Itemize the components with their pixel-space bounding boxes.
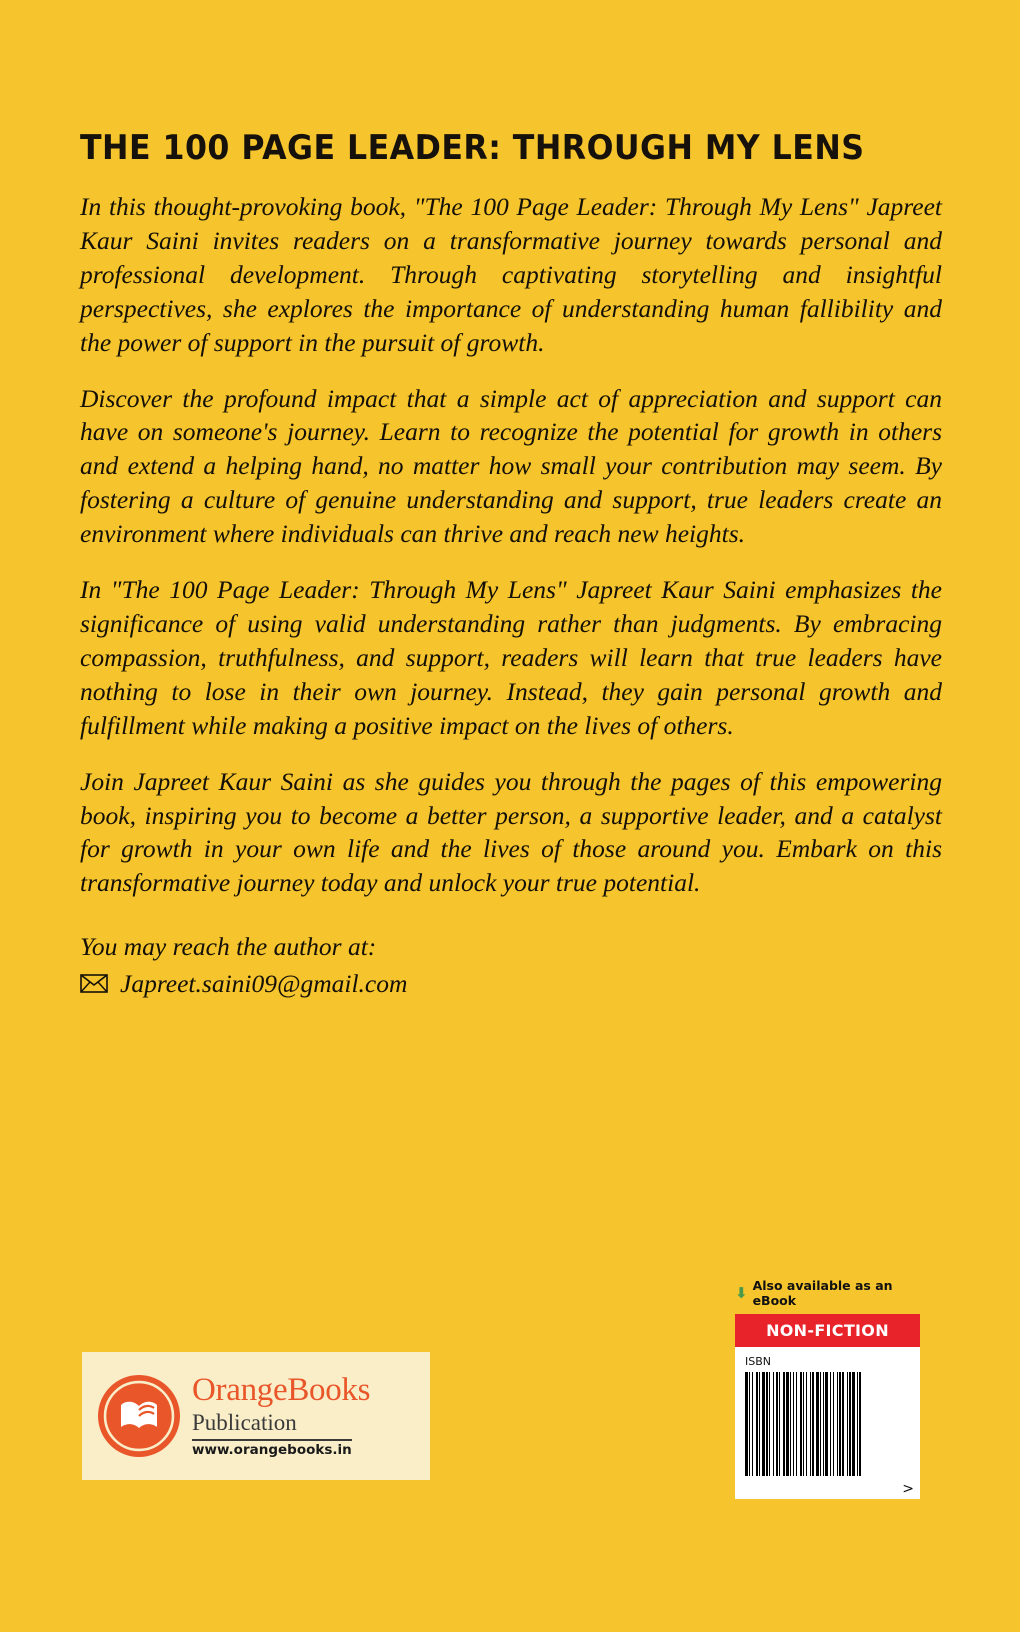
publisher-logo-block [82, 1352, 430, 1480]
barcode-bars [745, 1372, 912, 1476]
isbn-label: ISBN [745, 1355, 772, 1368]
publisher-text [192, 1374, 370, 1458]
ebook-availability-note [735, 1278, 920, 1308]
blurb-paragraph: In this thought-provoking book, "The 100 Page Leader: Through My Lens" Japreet Kaur Saini invites readers on a transformative journey towards personal and professional development. Through captivating storytelling and insightful perspectives, she explores the importance of understanding human fallibility and the power of support in the pursuit of growth. [80, 192, 942, 357]
blurb-paragraph: In "The 100 Page Leader: Through My Lens" Japreet Kaur Saini emphasizes the significance of using valid understanding rather than judgments. By embracing compassion, truthfulness, and support, readers will learn that true leaders have nothing to lose in their own journey. Instead, they gain personal growth and fulfillment while making a positive impact on the lives of others. [80, 575, 942, 740]
blurb-content [80, 128, 942, 1001]
contact-prompt: You may reach the author at: [80, 932, 377, 962]
ebook-note-label: Also available as an eBook [752, 1278, 893, 1308]
publisher-subtitle: Publication [192, 1410, 297, 1435]
contact-email-row [80, 967, 942, 1001]
isbn-barcode [735, 1347, 920, 1499]
page-title: THE 100 PAGE LEADER: THROUGH MY LENS [80, 128, 865, 168]
arrow-down-icon: ⬇ [735, 1283, 748, 1302]
envelope-icon [80, 974, 108, 993]
blurb-paragraph: Discover the profound impact that a simple act of appreciation and support can have on someone's journey. Learn to recognize the potential for growth in others and extend a helping hand, no matter how small your contribution may seem. By fostering a culture of genuine understanding and support, true leaders create an environment where individuals can thrive and reach new heights. [80, 383, 942, 549]
category-badge: NON-FICTION [735, 1314, 920, 1347]
author-contact [80, 930, 942, 1001]
publisher-website[interactable]: www.orangebooks.in [192, 1439, 352, 1458]
author-email[interactable]: Japreet.saini09@gmail.com [120, 968, 408, 998]
open-book-icon [98, 1375, 180, 1457]
barcode-block [735, 1278, 920, 1499]
barcode-caret: > [902, 1481, 914, 1497]
publisher-name: OrangeBooks [192, 1372, 371, 1408]
blurb-paragraph: Join Japreet Kaur Saini as she guides you through the pages of this empowering book, inspiring you to become a better person, a supportive leader, and a catalyst for growth in your own life and the lives of those around you. Embark on this transformative journey today and unlock your true potential. [80, 766, 942, 898]
